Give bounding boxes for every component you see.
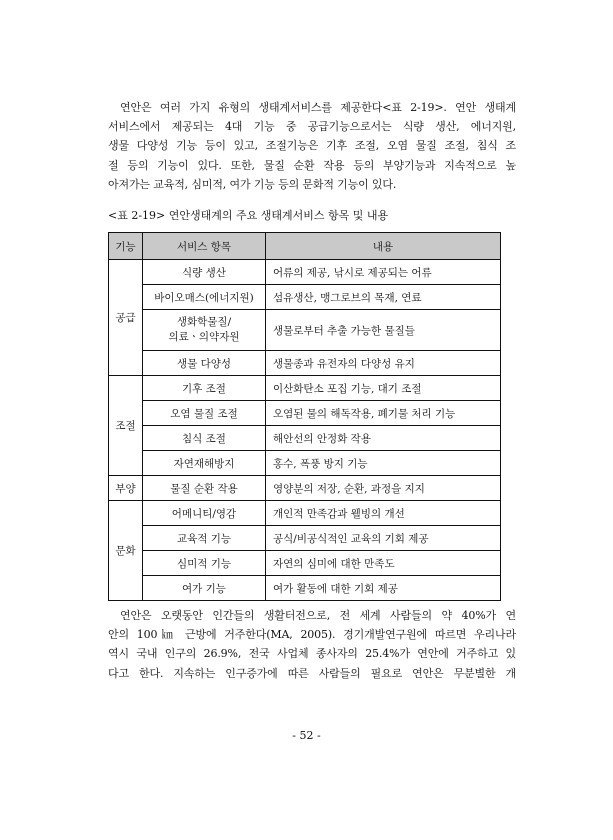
service-desc: 자연의 심미에 대한 만족도 [266,551,501,576]
text-line: 절 등의 기능이 있다. 또한, 물질 순환 작용 등의 부양기능과 지속적으로 높 [108,158,516,172]
table-row [109,476,501,501]
table-row [109,310,501,351]
category-cell: 공급 [109,260,143,376]
text-line: 아져가는 교육적, 심미적, 여가 기능 등의 문화적 기능이 있다. [108,177,397,191]
service-desc: 어류의 제공, 낚시로 제공되는 어류 [266,260,501,285]
table-row [109,285,501,310]
text-line: 안의 100㎞ 근방에 거주한다(MA, 2005). 경기개발연구원에 따르면 우리나라 [108,628,516,642]
table-row [109,401,501,426]
table-row [109,526,501,551]
service-item: 오염 물질 조절 [143,401,266,426]
table-row [109,376,501,401]
service-item: 생물 다양성 [143,351,266,376]
table-row [109,260,501,285]
category-cell: 부양 [109,476,143,501]
header-service-item: 서비스 항목 [143,233,266,260]
table-row [109,451,501,476]
table-header-row [109,233,501,260]
service-desc: 이산화탄소 포집 기능, 대기 조절 [266,376,501,401]
service-item: 자연재해방지 [143,451,266,476]
service-item: 심미적 기능 [143,551,266,576]
service-desc: 오염된 물의 해독작용, 폐기물 처리 기능 [266,401,501,426]
text-line: 다고 한다. 지속하는 인구증가에 따른 사람들의 필요로 연안은 무분별한 개 [108,666,516,680]
service-item: 침식 조절 [143,426,266,451]
table-row [109,351,501,376]
text-line: 서비스에서 제공되는 4대 기능 중 공급기능으로서는 식량 생산, 에너지원, [108,120,516,134]
service-desc: 여가 활동에 대한 기회 제공 [266,576,501,601]
service-desc: 개인적 만족감과 웰빙의 개선 [266,501,501,526]
ecosystem-services-table [108,232,501,601]
service-item [143,310,266,351]
text-line: 연안은 여러 가지 유형의 생태계서비스를 제공한다<표 2-19>. 연안 생태계 [120,101,516,114]
table-caption: <표 2-19> 연안생태계의 주요 생태계서비스 항목 및 내용 [108,209,389,222]
service-desc: 홍수, 폭풍 방지 기능 [266,451,501,476]
intro-paragraph [108,98,516,194]
service-item: 식량 생산 [143,260,266,285]
table-row [109,551,501,576]
body-paragraph [108,606,516,683]
service-item-line: 의료ㆍ의약자원 [168,331,240,343]
table-row [109,576,501,601]
service-desc: 공식/비공식적인 교육의 기회 제공 [266,526,501,551]
service-item: 여가 기능 [143,576,266,601]
service-desc: 생물종과 유전자의 다양성 유지 [266,351,501,376]
service-desc: 영양분의 저장, 순환, 과정을 지지 [266,476,501,501]
service-desc: 섬유생산, 맹그로브의 목재, 연료 [266,285,501,310]
service-item: 기후 조절 [143,376,266,401]
service-desc: 해안선의 안정화 작용 [266,426,501,451]
service-desc: 생물로부터 추출 가능한 물질들 [266,310,501,351]
service-item: 물질 순환 작용 [143,476,266,501]
service-item: 바이오매스(에너지원) [143,285,266,310]
header-function: 기능 [109,233,143,260]
header-content: 내용 [266,233,501,260]
category-cell: 조절 [109,376,143,476]
text-line: 역시 국내 인구의 26.9%, 전국 사업체 종사자의 25.4%가 연안에 거주하고 있 [108,647,516,661]
table-row [109,426,501,451]
service-item-line: 생화학물질/ [176,316,232,328]
service-item: 어메니티/영감 [143,501,266,526]
text-line: 연안은 오랫동안 인간들의 생활터전으로, 전 세계 사람들의 약 40%가 연 [120,609,516,622]
category-cell: 문화 [109,501,143,601]
page-number: - 52 - [292,729,321,742]
service-item: 교육적 기능 [143,526,266,551]
table-row [109,501,501,526]
text-line: 생물 다양성 기능 등이 있고, 조절기능은 기후 조절, 오염 물질 조절, 침식 조 [108,139,516,153]
